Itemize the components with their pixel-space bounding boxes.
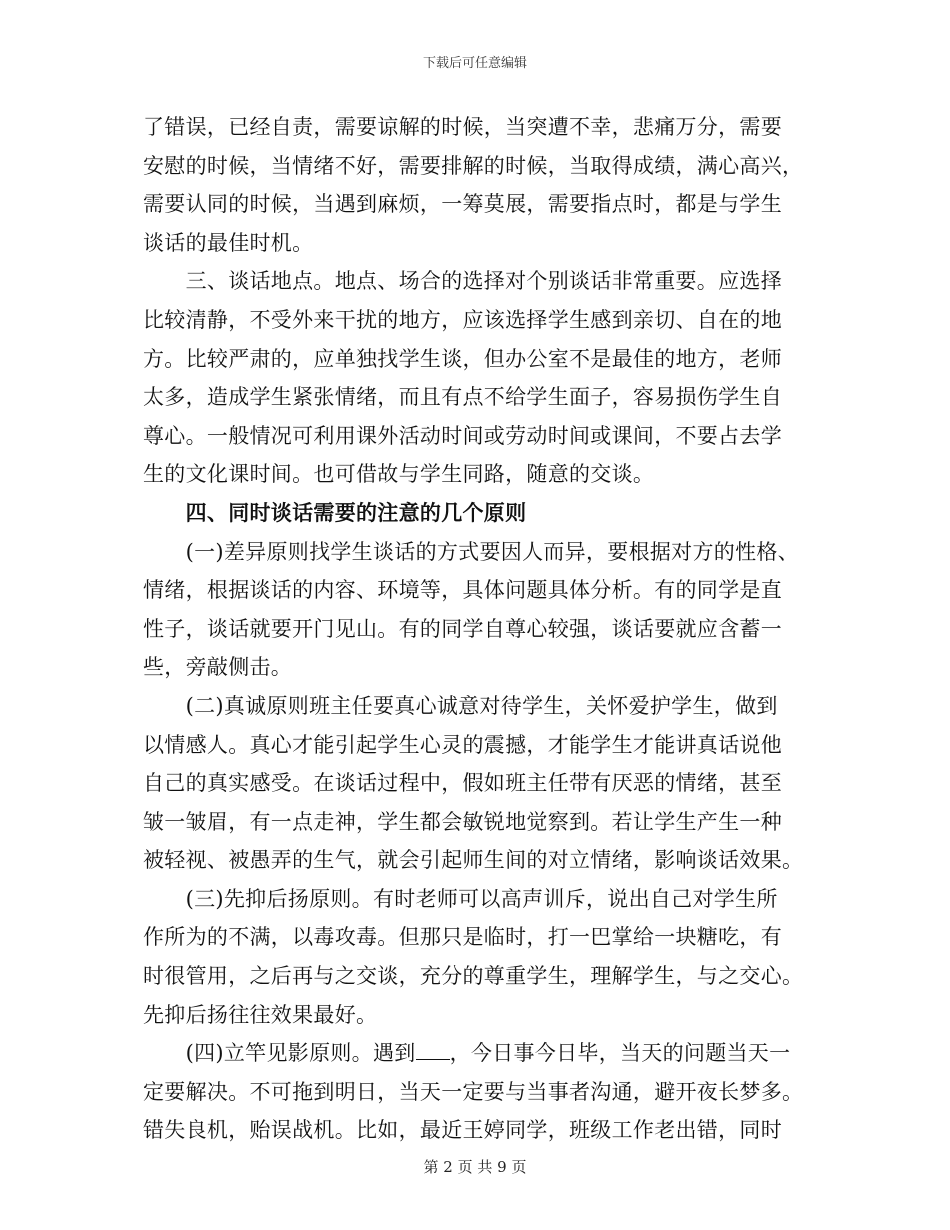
body-line: (二)真诚原则班主任要真心诚意对待学生，关怀爱护学生，做到	[143, 693, 778, 718]
body-line-with-blank	[143, 1034, 815, 1073]
body-line: 错失良机，贻误战机。比如，最近王婷同学，班级工作老出错，同时	[143, 1118, 782, 1143]
body-line: 情绪，根据谈话的内容、环境等，具体问题具体分析。有的同学是直	[143, 578, 782, 603]
body-line: 太多，造成学生紧张情绪，而且有点不给学生面子，容易损伤学生自	[143, 385, 782, 410]
line-text-after-blank: ，今日事今日毕，当天的问题当天一	[449, 1041, 791, 1066]
fill-in-blank	[416, 1037, 450, 1060]
body-line: 比较清静，不受外来干扰的地方，应该选择学生感到亲切、自在的地	[143, 307, 782, 332]
body-line: 了错误，已经自责，需要谅解的时候，当突遭不幸，悲痛万分，需要	[143, 115, 782, 139]
body-line: 尊心。一般情况可利用课外活动时间或劳动时间或课间，不要占去学	[143, 423, 782, 448]
body-line: 些，旁敲侧击。	[143, 655, 293, 680]
body-line: 安慰的时候，当情绪不好，需要排解的时候，当取得成绩，满心高兴，	[143, 153, 804, 178]
body-line: 性子，谈话就要开门见山。有的同学自尊心较强，谈话要就应含蓄一	[143, 616, 782, 641]
body-line: 先抑后扬往往效果最好。	[143, 1002, 378, 1027]
body-line: (一)差异原则找学生谈话的方式要因人而异，要根据对方的性格、	[143, 539, 799, 564]
body-line: 作所为的不满，以毒攻毒。但那只是临时，打一巴掌给一块糖吃，有	[143, 925, 782, 950]
body-line: (三)先抑后扬原则。有时老师可以高声训斥，说出自己对学生所	[143, 886, 778, 911]
body-line: 时很管用，之后再与之交谈，充分的尊重学生，理解学生，与之交心。	[143, 964, 804, 989]
body-line: 被轻视、被愚弄的生气，就会引起师生间的对立情绪，影响谈话效果。	[143, 848, 804, 873]
body-line: 谈话的最佳时机。	[143, 230, 314, 255]
document-body	[143, 108, 815, 1150]
body-line: 皱一皱眉，有一点走神，学生都会敏锐地觉察到。若让学生产生一种	[143, 809, 782, 834]
body-line: 方。比较严肃的，应单独找学生谈，但办公室不是最佳的地方，老师	[143, 346, 782, 371]
line-text-before-blank: (四)立竿见影原则。遇到	[143, 1041, 416, 1066]
body-line: 三、谈话地点。地点、场合的选择对个别谈话非常重要。应选择	[143, 269, 782, 294]
body-line: 自己的真实感受。在谈话过程中，假如班主任带有厌恶的情绪，甚至	[143, 771, 782, 796]
page-header: 下载后可任意编辑	[422, 56, 527, 71]
page-footer: 第 2 页 共 9 页	[423, 1158, 527, 1176]
body-line: 生的文化课时间。也可借故与学生同路，随意的交谈。	[143, 462, 655, 487]
body-line: 定要解决。不可拖到明日，当天一定要与当事者沟通，避开夜长梦多。	[143, 1079, 804, 1104]
body-line: 以情感人。真心才能引起学生心灵的震撼，才能学生才能讲真话说他	[143, 732, 782, 757]
section-heading: 四、同时谈话需要的注意的几个原则	[143, 499, 527, 525]
body-line: 需要认同的时候，当遇到麻烦，一筹莫展，需要指点时，都是与学生	[143, 192, 782, 217]
